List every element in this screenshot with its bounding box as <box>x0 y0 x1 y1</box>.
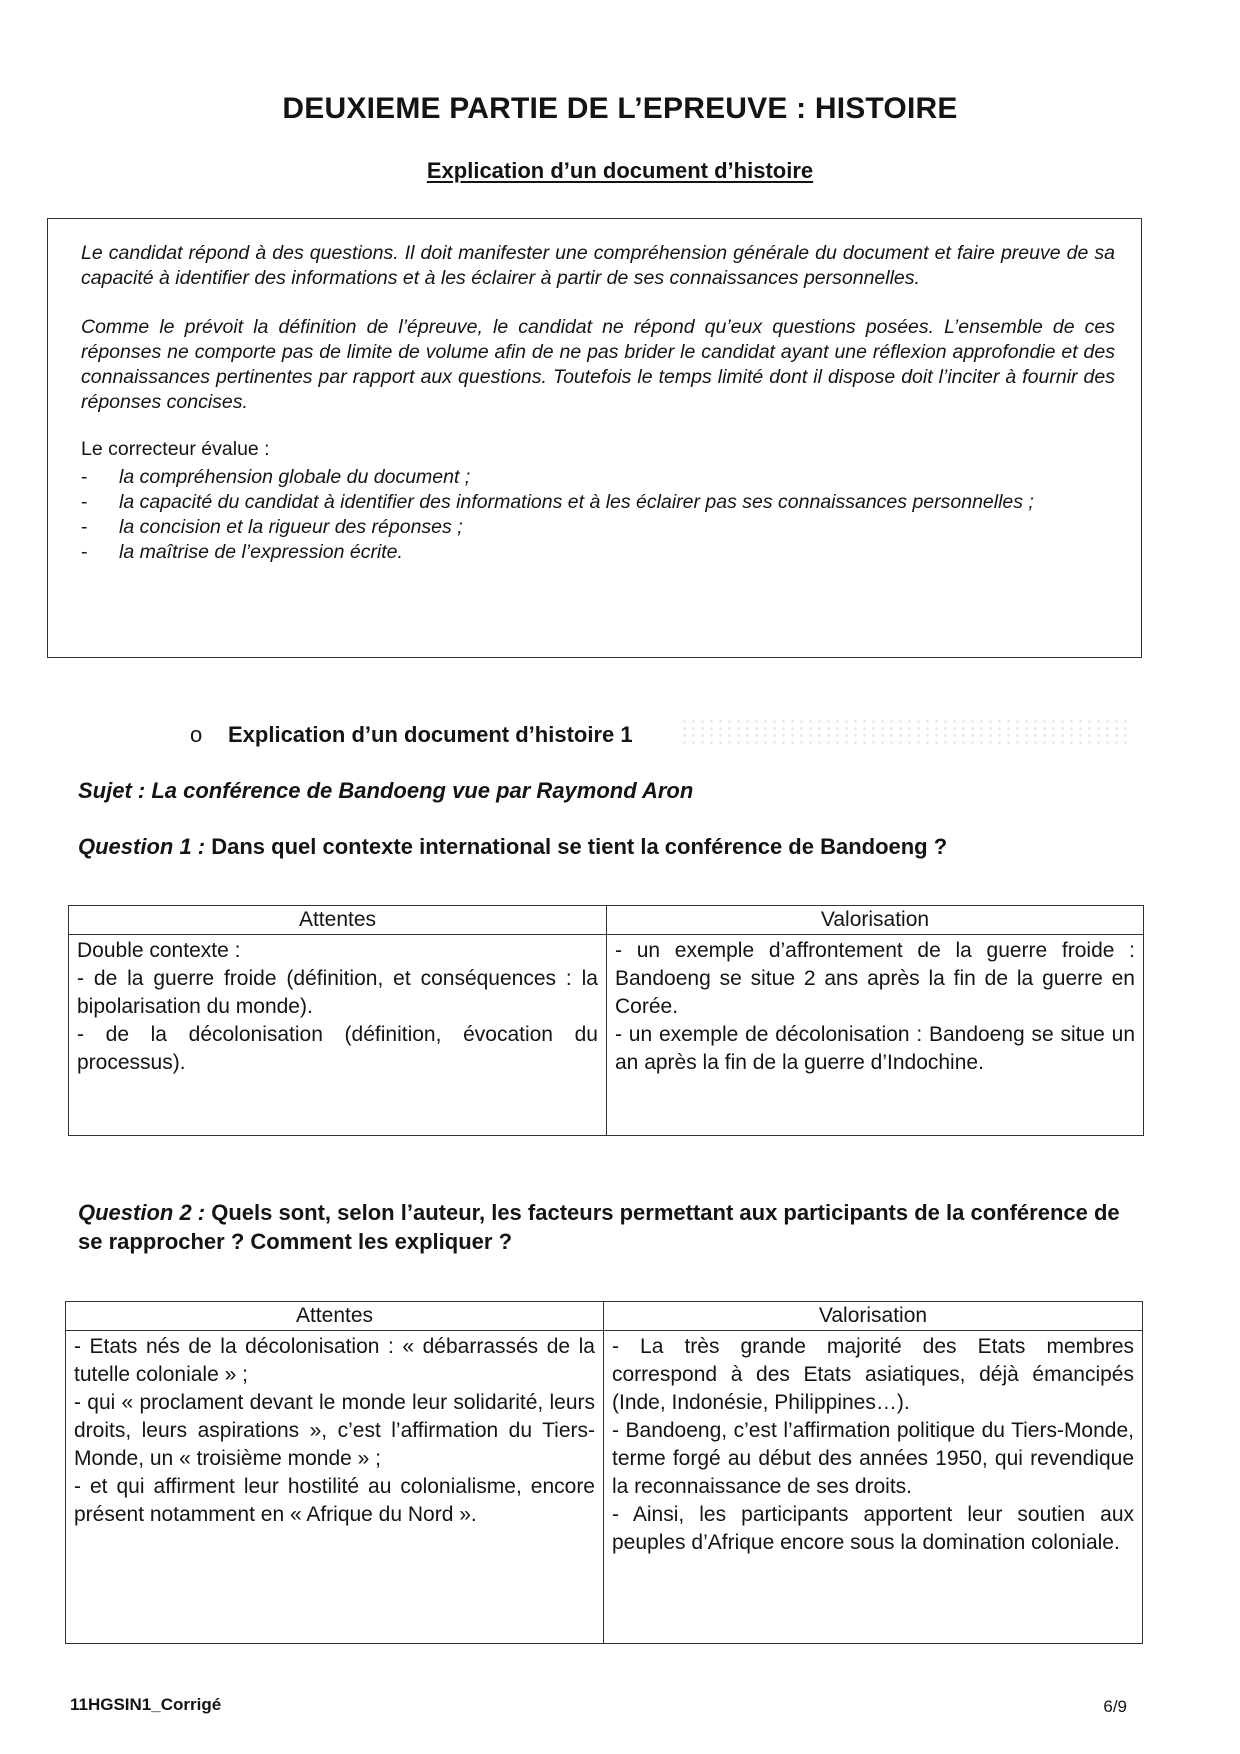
page-number: 6/9 <box>1103 1697 1127 1716</box>
header-attentes: Attentes <box>69 906 607 935</box>
question-2-text: Quels sont, selon l’auteur, les facteurs permettant aux participants de la conférence de se rapprocher ? Comment les expliquer ? <box>78 1200 1120 1254</box>
valorisation-line: - un exemple d’affrontement de la guerre froide : Bandoeng se situe 2 ans après la fin de la guerre en Corée. <box>615 939 1135 1018</box>
valorisation-line: - un exemple de décolonisation : Bandoeng se situe un an après la fin de la guerre d’Indochine. <box>615 1023 1135 1074</box>
page-title: DEUXIEME PARTIE DE L’EPREUVE : HISTOIRE <box>282 92 958 125</box>
evaluation-criteria-list <box>81 465 1115 565</box>
valorisation-cell <box>604 1331 1143 1644</box>
evaluation-heading: Le correcteur évalue : <box>81 438 270 460</box>
attentes-line: - de la guerre froide (définition, et conséquences : la bipolarisation du monde). <box>77 967 598 1018</box>
question-2-table <box>65 1301 1143 1644</box>
question-1-label: Question 1 : <box>78 834 206 859</box>
subject-line: Sujet : La conférence de Bandoeng vue par Raymond Aron <box>78 778 694 803</box>
instructions-paragraph-2: Comme le prévoit la définition de l’épreuve, le candidat ne répond qu’eux questions posées. L’ensemble de ces réponses ne comporte pas de limite de volume afin de ne pas brider le candidat ayant une réflexion approfondie et des connaissances pertinentes par rapport aux questions. Toutefois le temps limité dont il dispose doit l’inciter à fournir des réponses concises. <box>81 316 1115 413</box>
section-bullet: o <box>190 722 203 747</box>
instructions-box <box>47 218 1142 658</box>
table-header-row <box>66 1302 1143 1331</box>
section-title: Explication d’un document d’histoire 1 <box>228 722 633 747</box>
document-code: 11HGSIN1_Corrigé <box>70 1695 222 1714</box>
header-attentes: Attentes <box>66 1302 604 1331</box>
attentes-cell <box>69 935 607 1136</box>
question-1-table <box>68 905 1144 1136</box>
question-2-label: Question 2 : <box>78 1200 206 1225</box>
valorisation-line: - La très grande majorité des Etats membres correspond à des Etats asiatiques, déjà émancipés (Inde, Indonésie, Philippines…). <box>612 1335 1134 1414</box>
table-row <box>69 935 1144 1136</box>
question-2 <box>78 1198 1148 1256</box>
valorisation-line: - Bandoeng, c’est l’affirmation politique du Tiers-Monde, terme forgé au début des années 1950, qui revendique la reconnaissance de ses droits. <box>612 1419 1134 1498</box>
instructions-paragraph-1: Le candidat répond à des questions. Il doit manifester une compréhension générale du document et faire preuve de sa capacité à identifier des informations et à les éclairer à partir de ses connaissances personnelles. <box>81 242 1115 289</box>
question-1-text: Dans quel contexte international se tient la conférence de Bandoeng ? <box>211 834 948 859</box>
scan-artifact <box>680 718 1130 748</box>
criterion-item: - la concision et la rigueur des réponses ; <box>81 515 1115 540</box>
page-subtitle: Explication d’un document d’histoire <box>426 158 814 183</box>
header-valorisation: Valorisation <box>607 906 1144 935</box>
attentes-line: - de la décolonisation (définition, évocation du processus). <box>77 1023 598 1074</box>
criterion-item: - la maîtrise de l’expression écrite. <box>81 540 1115 565</box>
valorisation-line: - Ainsi, les participants apportent leur soutien aux peuples d’Afrique encore sous la domination coloniale. <box>612 1503 1134 1554</box>
question-1 <box>78 832 1148 861</box>
attentes-line: - Etats nés de la décolonisation : « débarrassés de la tutelle coloniale » ; <box>74 1335 595 1386</box>
table-header-row <box>69 906 1144 935</box>
criterion-item: - la capacité du candidat à identifier des informations et à les éclairer pas ses connaissances personnelles ; <box>81 490 1115 515</box>
attentes-line: - qui « proclament devant le monde leur solidarité, leurs droits, leurs aspirations », c’est l’affirmation du Tiers-Monde, un « troisième monde » ; <box>74 1391 595 1470</box>
attentes-cell <box>66 1331 604 1644</box>
table-row <box>66 1331 1143 1644</box>
criterion-item: - la compréhension globale du document ; <box>81 465 1115 490</box>
attentes-line: Double contexte : <box>77 939 241 962</box>
valorisation-cell <box>607 935 1144 1136</box>
attentes-line: - et qui affirment leur hostilité au colonialisme, encore présent notamment en « Afrique du Nord ». <box>74 1475 595 1526</box>
header-valorisation: Valorisation <box>604 1302 1143 1331</box>
